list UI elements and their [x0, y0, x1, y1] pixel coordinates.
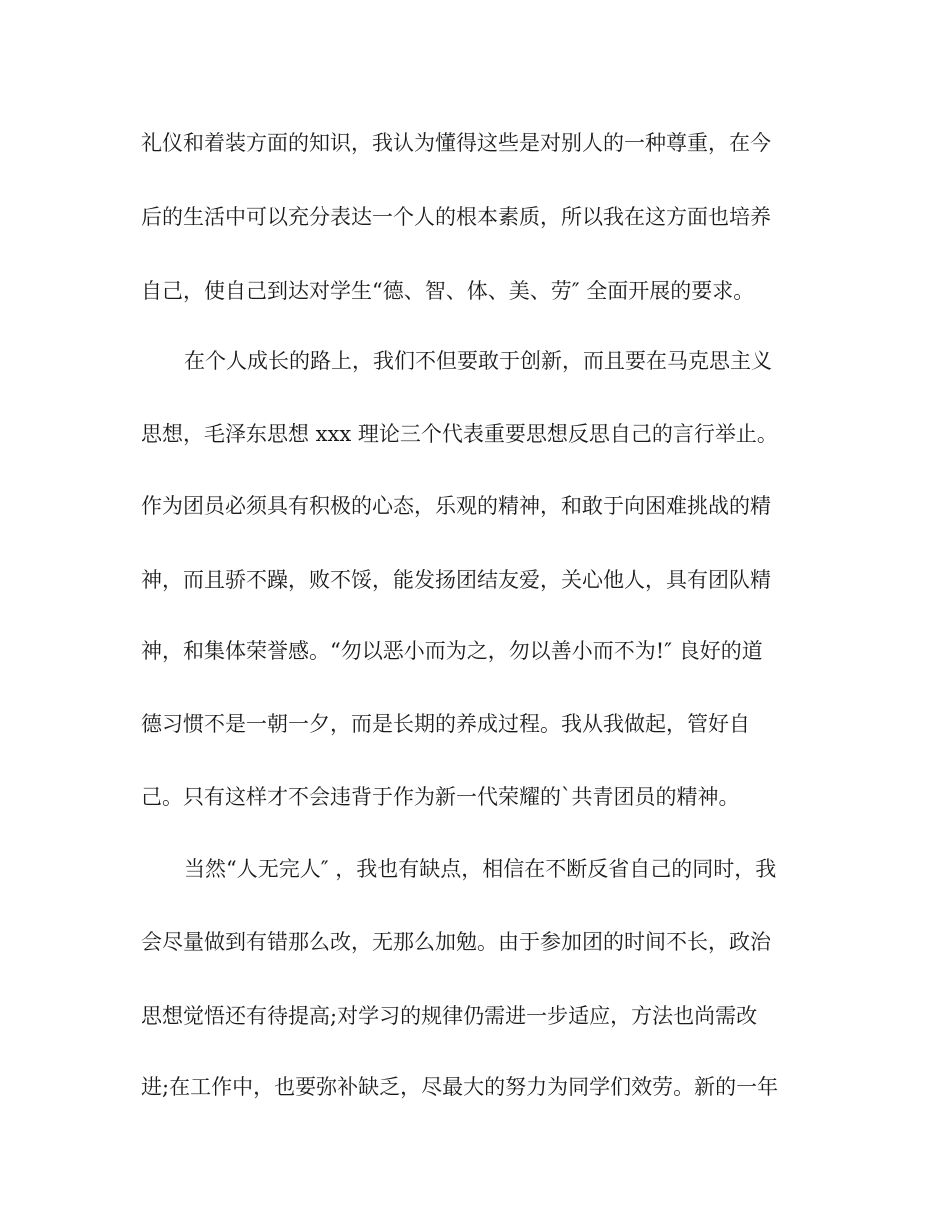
text-line: 思想，毛泽东思想 xxx 理论三个代表重要思想反思自己的言行举止。	[141, 422, 778, 446]
paragraph-start-line: 在个人成长的路上，我们不但要敢于创新，而且要在马克思主义	[184, 349, 772, 373]
text-line: 思想觉悟还有待提高;对学习的规律仍需进一步适应，方法也尚需改	[141, 1004, 758, 1028]
text-line: 进;在工作中，也要弥补缺乏，尽最大的努力为同学们效劳。新的一年	[141, 1075, 779, 1099]
text-line: 礼仪和着装方面的知识，我认为懂得这些是对别人的一种尊重，在今	[141, 131, 771, 155]
text-line: 后的生活中可以充分表达一个人的根本素质，所以我在这方面也培养	[141, 205, 771, 229]
text-line: 德习惯不是一朝一夕，而是长期的养成过程。我从我做起，管好自	[141, 712, 750, 736]
text-line: 会尽量做到有错那么改，无那么加勉。由于参加团的时间不长，政治	[141, 930, 771, 954]
paragraph-start-line: 当然“人无完人″ ，我也有缺点，相信在不断反省自己的同时，我	[184, 857, 777, 881]
text-line: 自己，使自己到达对学生“德、智、体、美、劳″ 全面开展的要求。	[141, 279, 755, 303]
text-line: 己。只有这样才不会违背于作为新一代荣耀的`共青团员的精神。	[141, 785, 740, 809]
text-line: 作为团员必须具有积极的心态，乐观的精神，和敢于向困难挑战的精	[141, 494, 771, 518]
text-line: 神，而且骄不躁，败不馁，能发扬团结友爱，关心他人，具有团队精	[141, 568, 771, 592]
text-line: 神，和集体荣誉感。“勿以恶小而为之，勿以善小而不为!″ 良好的道	[141, 639, 763, 663]
